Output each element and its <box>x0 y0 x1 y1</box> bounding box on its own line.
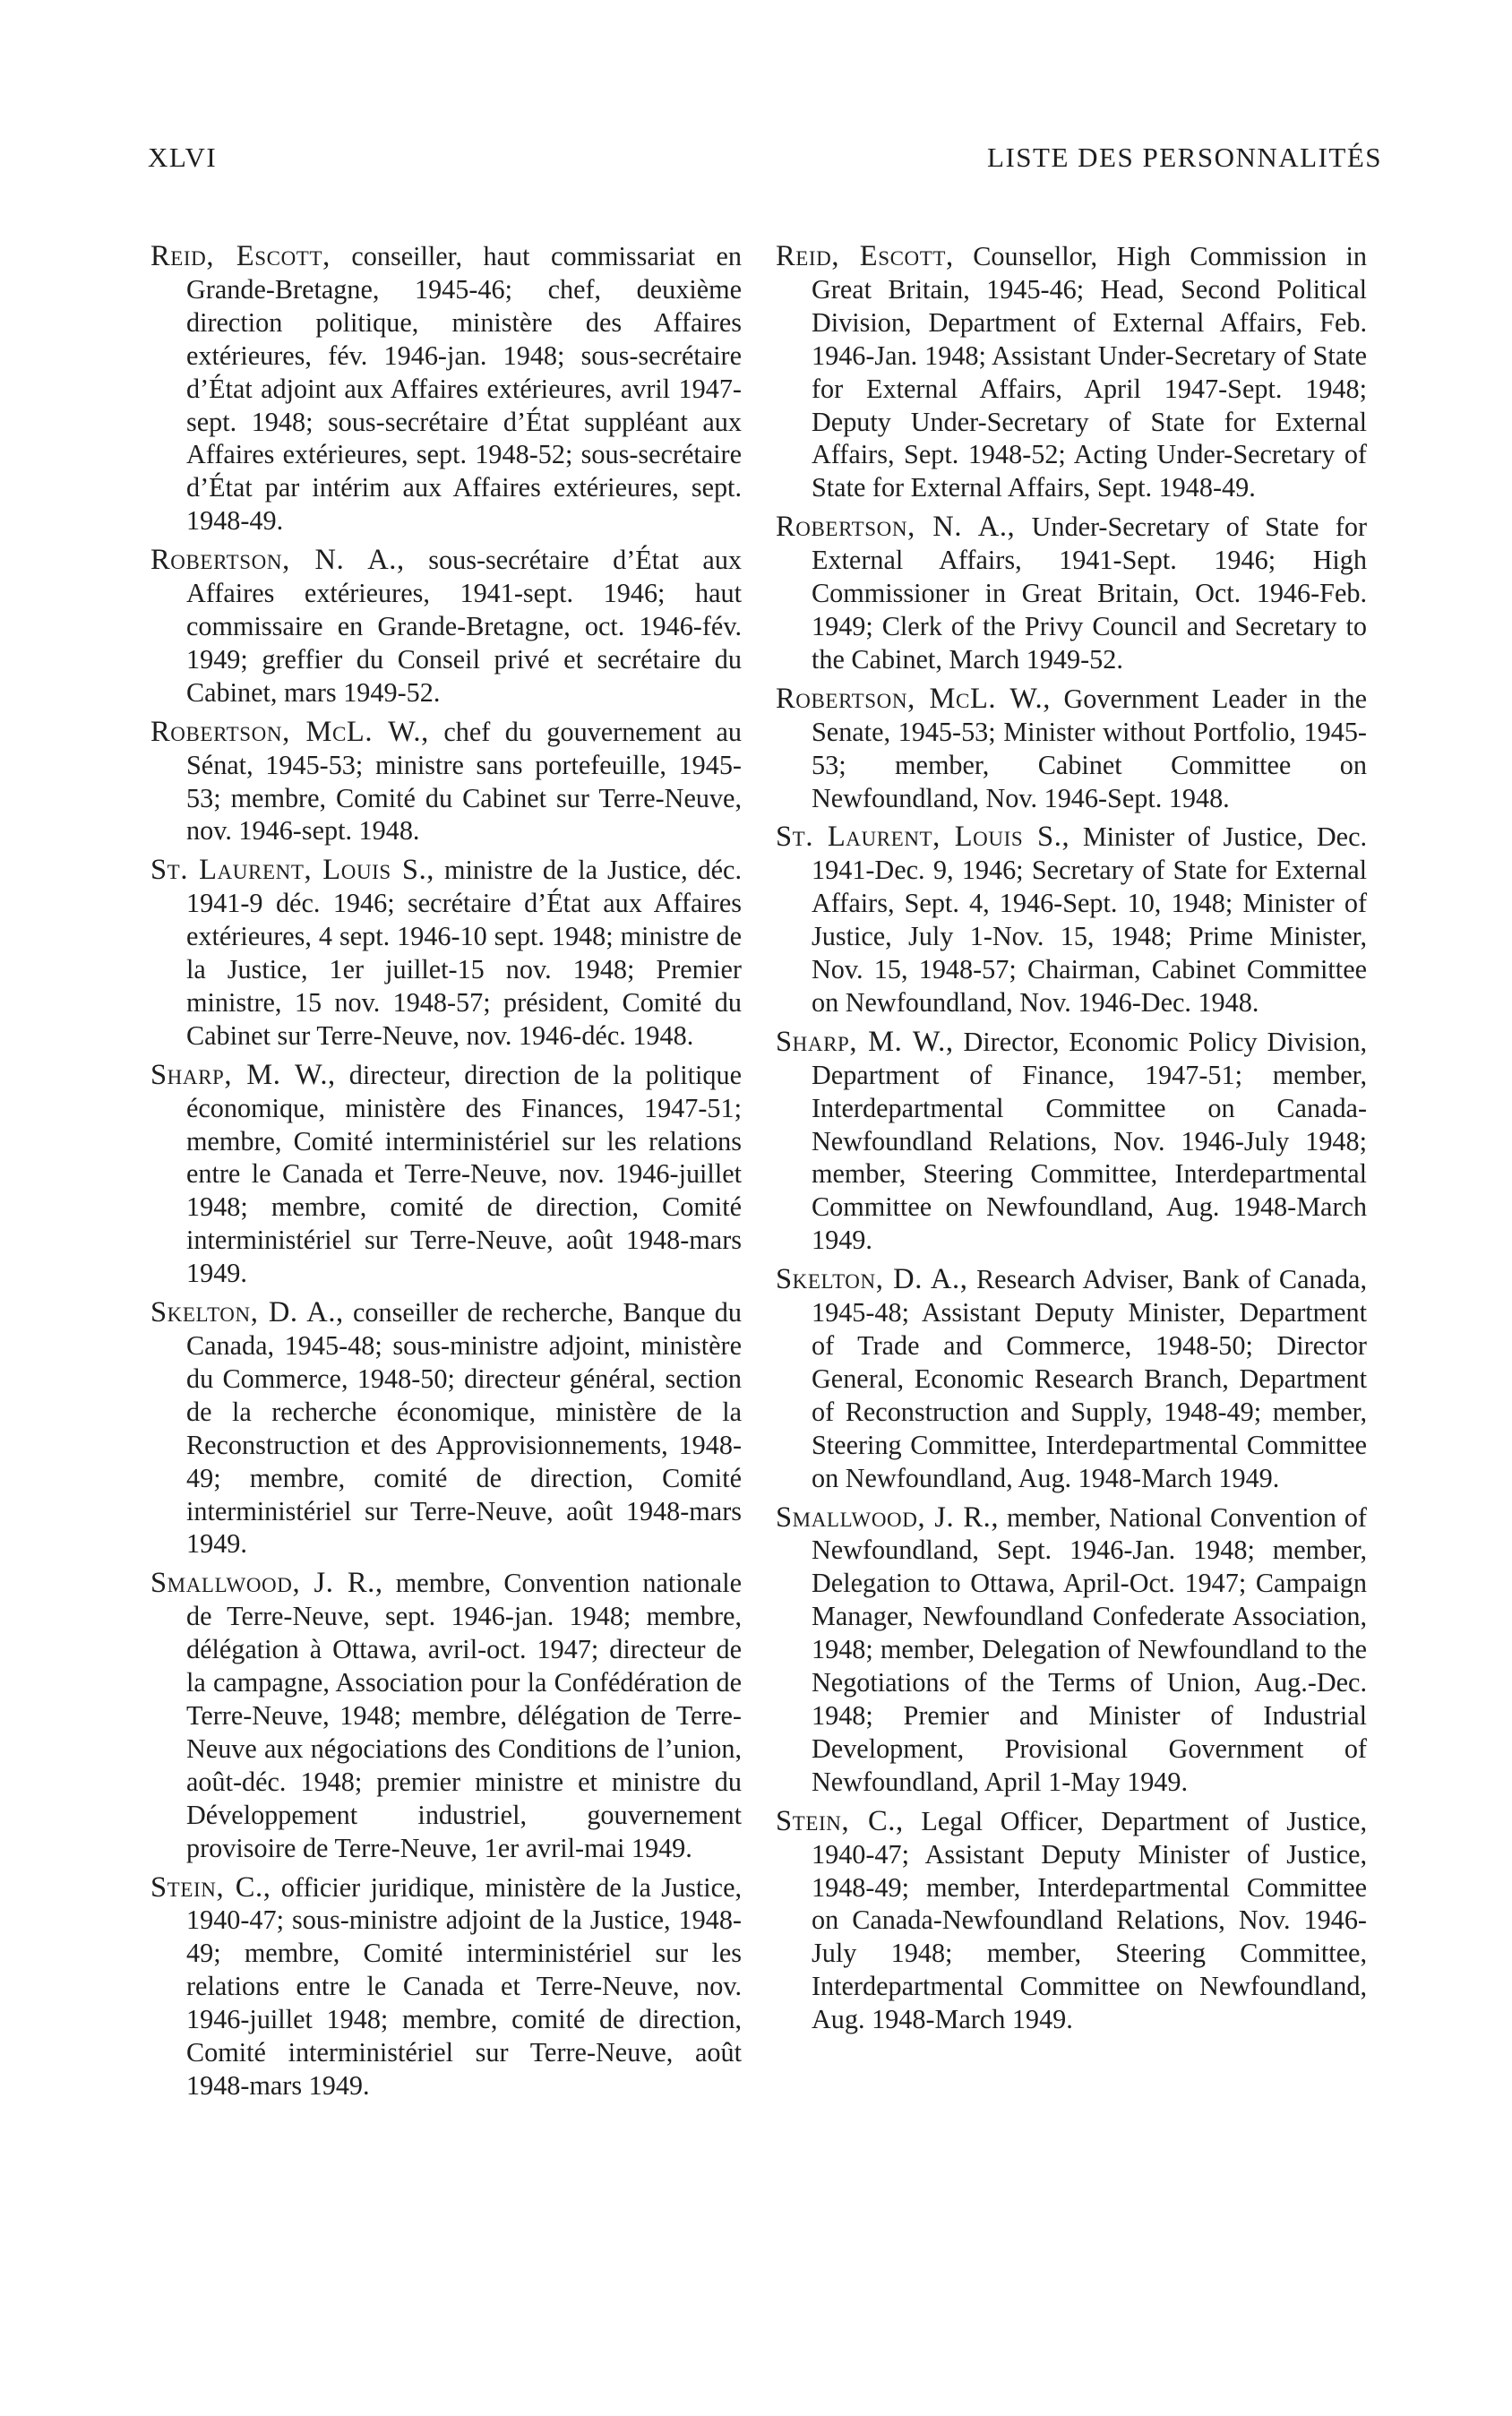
biography-entry <box>150 1871 742 2102</box>
biography-entry <box>150 716 742 848</box>
running-head <box>148 142 1382 177</box>
person-name: Reid, Escott, <box>150 240 331 272</box>
biography-text: sous-secrétaire d’État aux Affaires extérieures, 1941-sept. 1946; haut commissaire en Grande-Bretagne, oct. 1946-fév. 1949; greffier du Conseil privé et secrétaire du Cabinet, mars 1949-52. <box>186 545 743 708</box>
biography-text: chef du gouvernement au Sénat, 1945-53; ministre sans portefeuille, 1945-53; membre, Comité du Cabinet sur Terre-Neuve, nov. 1946-sept. 1948. <box>186 716 743 847</box>
running-title: LISTE DES PERSONNALITÉS <box>987 142 1382 173</box>
person-name: Robertson, N. A., <box>776 511 1016 544</box>
biography-text: member, National Convention of Newfoundland, Sept. 1946-Jan. 1948; member, Delegation to Ottawa, April-Oct. 1947; Campaign Manager, Newfoundland Confederate Association, 1948; member, Delegation of Newfoundland to the Negotiations of the Terms of Union, Aug.-Dec. 1948; Premier and Minister of Industrial Development, Provisional Government of Newfoundland, April 1-May 1949. <box>812 1501 1367 1797</box>
biography-text: Government Leader in the Senate, 1945-53; Minister without Portfolio, 1945-53; member, Cabinet Committee on Newfoundland, Nov. 1946-Sept. 1948. <box>812 683 1367 813</box>
biography-text: Research Adviser, Bank of Canada, 1945-48; Assistant Deputy Minister, Department of Trade and Commerce, 1948-50; Director General, Economic Research Branch, Department of Reconstruction and Supply, 1948-49; member, Steering Committee, Interdepartmental Committee on Newfoundland, Aug. 1948-March 1949. <box>812 1264 1367 1493</box>
person-name: Sharp, M. W., <box>776 1025 954 1058</box>
biography-entry <box>150 854 742 1052</box>
biography-text: Minister of Justice, Dec. 1941-Dec. 9, 1946; Secretary of State for External Affairs, Sept. 4, 1946-Sept. 10, 1948; Minister of Justice, July 1-Nov. 15, 1948; Prime Minister, Nov. 15, 1948-57; Chairman, Cabinet Committee on Newfoundland, Nov. 1946-Dec. 1948. <box>812 821 1368 1018</box>
biography-entry <box>150 1296 742 1561</box>
person-name: Sharp, M. W., <box>150 1058 336 1091</box>
person-name: Stein, C., <box>150 1870 271 1904</box>
person-name: Smallwood, J. R., <box>150 1567 383 1600</box>
biography-entry <box>150 544 742 709</box>
person-name: Stein, C., <box>776 1804 904 1837</box>
biography-text: ministre de la Justice, déc. 1941-9 déc. 1946; secrétaire d’État aux Affaires extérieures, 4 sept. 1946-10 sept. 1948; ministre de la Justice, 1er juillet-15 nov. 1948; Premier ministre, 15 nov. 1948-57; président, Comité du Cabinet sur Terre-Neuve, nov. 1946-déc. 1948. <box>186 855 743 1051</box>
biography-entry <box>776 1263 1367 1494</box>
biography-text: directeur, direction de la politique économique, ministère des Finances, 1947-51; membre, Comité interministériel sur les relations entre le Canada et Terre-Neuve, nov. 1946-juillet 1948; membre, comité de direction, Comité interministériel sur Terre-Neuve, août 1948-mars 1949. <box>186 1059 743 1289</box>
person-name: St. Laurent, Louis S., <box>776 821 1070 854</box>
biography-entry <box>776 1501 1367 1799</box>
person-name: Skelton, D. A., <box>150 1296 344 1329</box>
english-column <box>776 240 1367 2042</box>
biography-text: conseiller de recherche, Banque du Canada, 1945-48; sous-ministre adjoint, ministère du Commerce, 1948-50; directeur général, section de la recherche économique, ministère de la Reconstruction et des Approvisionnements, 1948-49; membre, comité de direction, Comité interministériel sur Terre-Neuve, août 1948-mars 1949. <box>186 1297 742 1560</box>
biography-entry <box>150 1567 742 1864</box>
person-name: Smallwood, J. R., <box>776 1500 1000 1534</box>
person-name: St. Laurent, Louis S., <box>150 854 435 887</box>
biography-entry <box>150 240 742 537</box>
french-column <box>150 240 742 2109</box>
biography-entry <box>776 240 1367 504</box>
page-number: XLVI <box>148 142 218 173</box>
person-name: Skelton, D. A., <box>776 1263 968 1296</box>
person-name: Reid, Escott, <box>776 240 954 272</box>
biography-text: Counsellor, High Commission in Great Britain, 1945-46; Head, Second Political Division, Department of External Affairs, Feb. 1946-Jan. 1948; Assistant Under-Secretary of State for External Affairs, April 1947-Sept. 1948; Deputy Under-Secretary of State for External Affairs, Sept. 1948-52; Acting Under-Secretary of State for External Affairs, Sept. 1948-49. <box>812 241 1367 503</box>
person-name: Robertson, McL. W., <box>150 715 429 748</box>
biography-text: membre, Convention nationale de Terre-Neuve, sept. 1946-jan. 1948; membre, délégation à Ottawa, avril-oct. 1947; directeur de la campagne, Association pour la Confédération de Terre-Neuve, 1948; membre, délégation de Terre-Neuve aux négociations des Conditions de l’union, août-déc. 1948; premier ministre et ministre du Développement industriel, gouvernement provisoire de Terre-Neuve, 1er avril-mai 1949. <box>186 1568 742 1863</box>
biography-text: Under-Secretary of State for External Affairs, 1941-Sept. 1946; High Commissioner in Great Britain, Oct. 1946-Feb. 1949; Clerk of the Privy Council and Secretary to the Cabinet, March 1949-52. <box>812 512 1368 675</box>
biography-text: Legal Officer, Department of Justice, 1940-47; Assistant Deputy Minister of Justice, 1948-49; member, Interdepartmental Committee on Canada-Newfoundland Relations, Nov. 1946-July 1948; member, Steering Committee, Interdepartmental Committee on Newfoundland, Aug. 1948-March 1949. <box>812 1805 1368 2035</box>
biography-text: Director, Economic Policy Division, Department of Finance, 1947-51; member, Interdepartmental Committee on Canada-Newfoundland Relations, Nov. 1946-July 1948; member, Steering Committee, Interdepartmental Committee on Newfoundland, Aug. 1948-March 1949. <box>812 1026 1367 1256</box>
person-name: Robertson, McL. W., <box>776 682 1051 715</box>
biography-entry <box>776 511 1367 676</box>
biography-entry <box>776 1805 1367 2036</box>
biography-text: officier juridique, ministère de la Justice, 1940-47; sous-ministre adjoint de la Justice, 1948-49; membre, Comité interministériel sur les relations entre le Canada et Terre-Neuve, nov. 1946-juillet 1948; membre, comité de direction, Comité interministériel sur Terre-Neuve, août 1948-mars 1949. <box>186 1871 743 2101</box>
biography-entry <box>776 1026 1367 1257</box>
biography-text: conseiller, haut commissariat en Grande-Bretagne, 1945-46; chef, deuxième direction politique, ministère des Affaires extérieures, fév. 1946-jan. 1948; sous-secrétaire d’État adjoint aux Affaires extérieures, avril 1947-sept. 1948; sous-secrétaire d’État suppléant aux Affaires extérieures, sept. 1948-52; sous-secrétaire d’État par intérim aux Affaires extérieures, sept. 1948-49. <box>186 241 743 537</box>
biography-entry <box>776 821 1367 1019</box>
biography-entry <box>776 683 1367 815</box>
person-name: Robertson, N. A., <box>150 544 405 577</box>
biography-entry <box>150 1059 742 1290</box>
